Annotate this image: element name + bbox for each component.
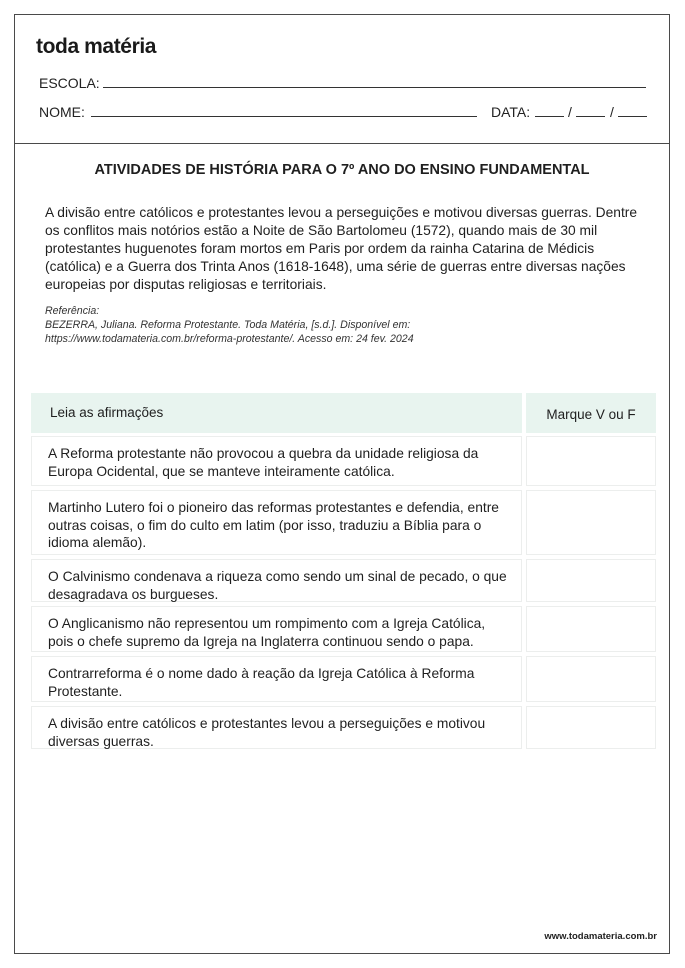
statement-text: Contrarreforma é o nome dado à reação da Igreja Católica à Reforma Protestante. (48, 666, 475, 699)
name-label: NOME: (39, 104, 85, 120)
table-row-statement (31, 606, 522, 652)
school-label: ESCOLA: (39, 75, 100, 91)
date-separator: / (610, 104, 614, 120)
reference-label: Referência: (45, 305, 100, 317)
answer-cell[interactable] (526, 559, 656, 602)
brand-logo: toda matéria (36, 35, 157, 58)
answer-header-cell (526, 393, 656, 433)
school-field[interactable] (103, 87, 646, 88)
site-url: www.todamateria.com.br (544, 931, 657, 942)
statement-text: Martinho Lutero foi o pioneiro das reformas protestantes e defendia, entre outras coisas, o fim do culto em latim (por isso, traduziu a Bíblia para o idioma alemão). (48, 500, 499, 550)
answer-cell[interactable] (526, 606, 656, 652)
worksheet-header (15, 15, 669, 144)
date-month-field[interactable] (576, 116, 605, 117)
table-row-statement (31, 436, 522, 486)
date-day-field[interactable] (535, 116, 564, 117)
statement-text: O Anglicanismo não representou um rompimento com a Igreja Católica, pois o chefe supremo da Igreja na Inglaterra continuou sendo o papa. (48, 616, 486, 649)
worksheet-title: ATIVIDADES DE HISTÓRIA PARA O 7º ANO DO ENSINO FUNDAMENTAL (94, 162, 590, 178)
statements-header: Leia as afirmações (50, 405, 164, 420)
statement-text: O Calvinismo condenava a riqueza como sendo um sinal de pecado, o que desagradava os burgueses. (48, 569, 507, 602)
statements-header-cell (31, 393, 522, 433)
reference-block (45, 304, 645, 346)
date-year-field[interactable] (618, 116, 647, 117)
name-field[interactable] (91, 116, 477, 117)
answer-cell[interactable] (526, 490, 656, 555)
table-row-statement (31, 490, 522, 555)
answer-cell[interactable] (526, 436, 656, 486)
table-row-statement (31, 706, 522, 749)
reference-url: https://www.todamateria.com.br/reforma-protestante/. Acesso em: 24 fev. 2024 (45, 333, 414, 345)
answer-header: Marque V ou F (546, 407, 636, 422)
answer-cell[interactable] (526, 706, 656, 749)
worksheet-page (14, 14, 670, 954)
table-row-statement (31, 656, 522, 702)
date-label: DATA: (491, 104, 531, 120)
statement-text: A Reforma protestante não provocou a quebra da unidade religiosa da Europa Ocidental, que se manteve inteiramente católica. (48, 446, 479, 479)
date-separator: / (568, 104, 572, 120)
intro-paragraph: A divisão entre católicos e protestantes levou a perseguições e motivou diversas guerras. Dentre os conflitos mais notórios estão a Noite de São Bartolomeu (1572), quando mais de 30 mil protestantes huguenotes foram mortos em Paris por ordem da rainha Catarina de Médicis (católica) e a Guerra dos Trinta Anos (1618-1648), uma série de guerras entre diversas nações europeias por disputas religiosas e territoriais. (45, 205, 638, 292)
statement-text: A divisão entre católicos e protestantes levou a perseguições e motivou diversas guerras. (48, 716, 486, 749)
reference-citation: BEZERRA, Juliana. Reforma Protestante. Toda Matéria, [s.d.]. Disponível em: (45, 319, 411, 331)
answer-cell[interactable] (526, 656, 656, 702)
table-row-statement (31, 559, 522, 602)
